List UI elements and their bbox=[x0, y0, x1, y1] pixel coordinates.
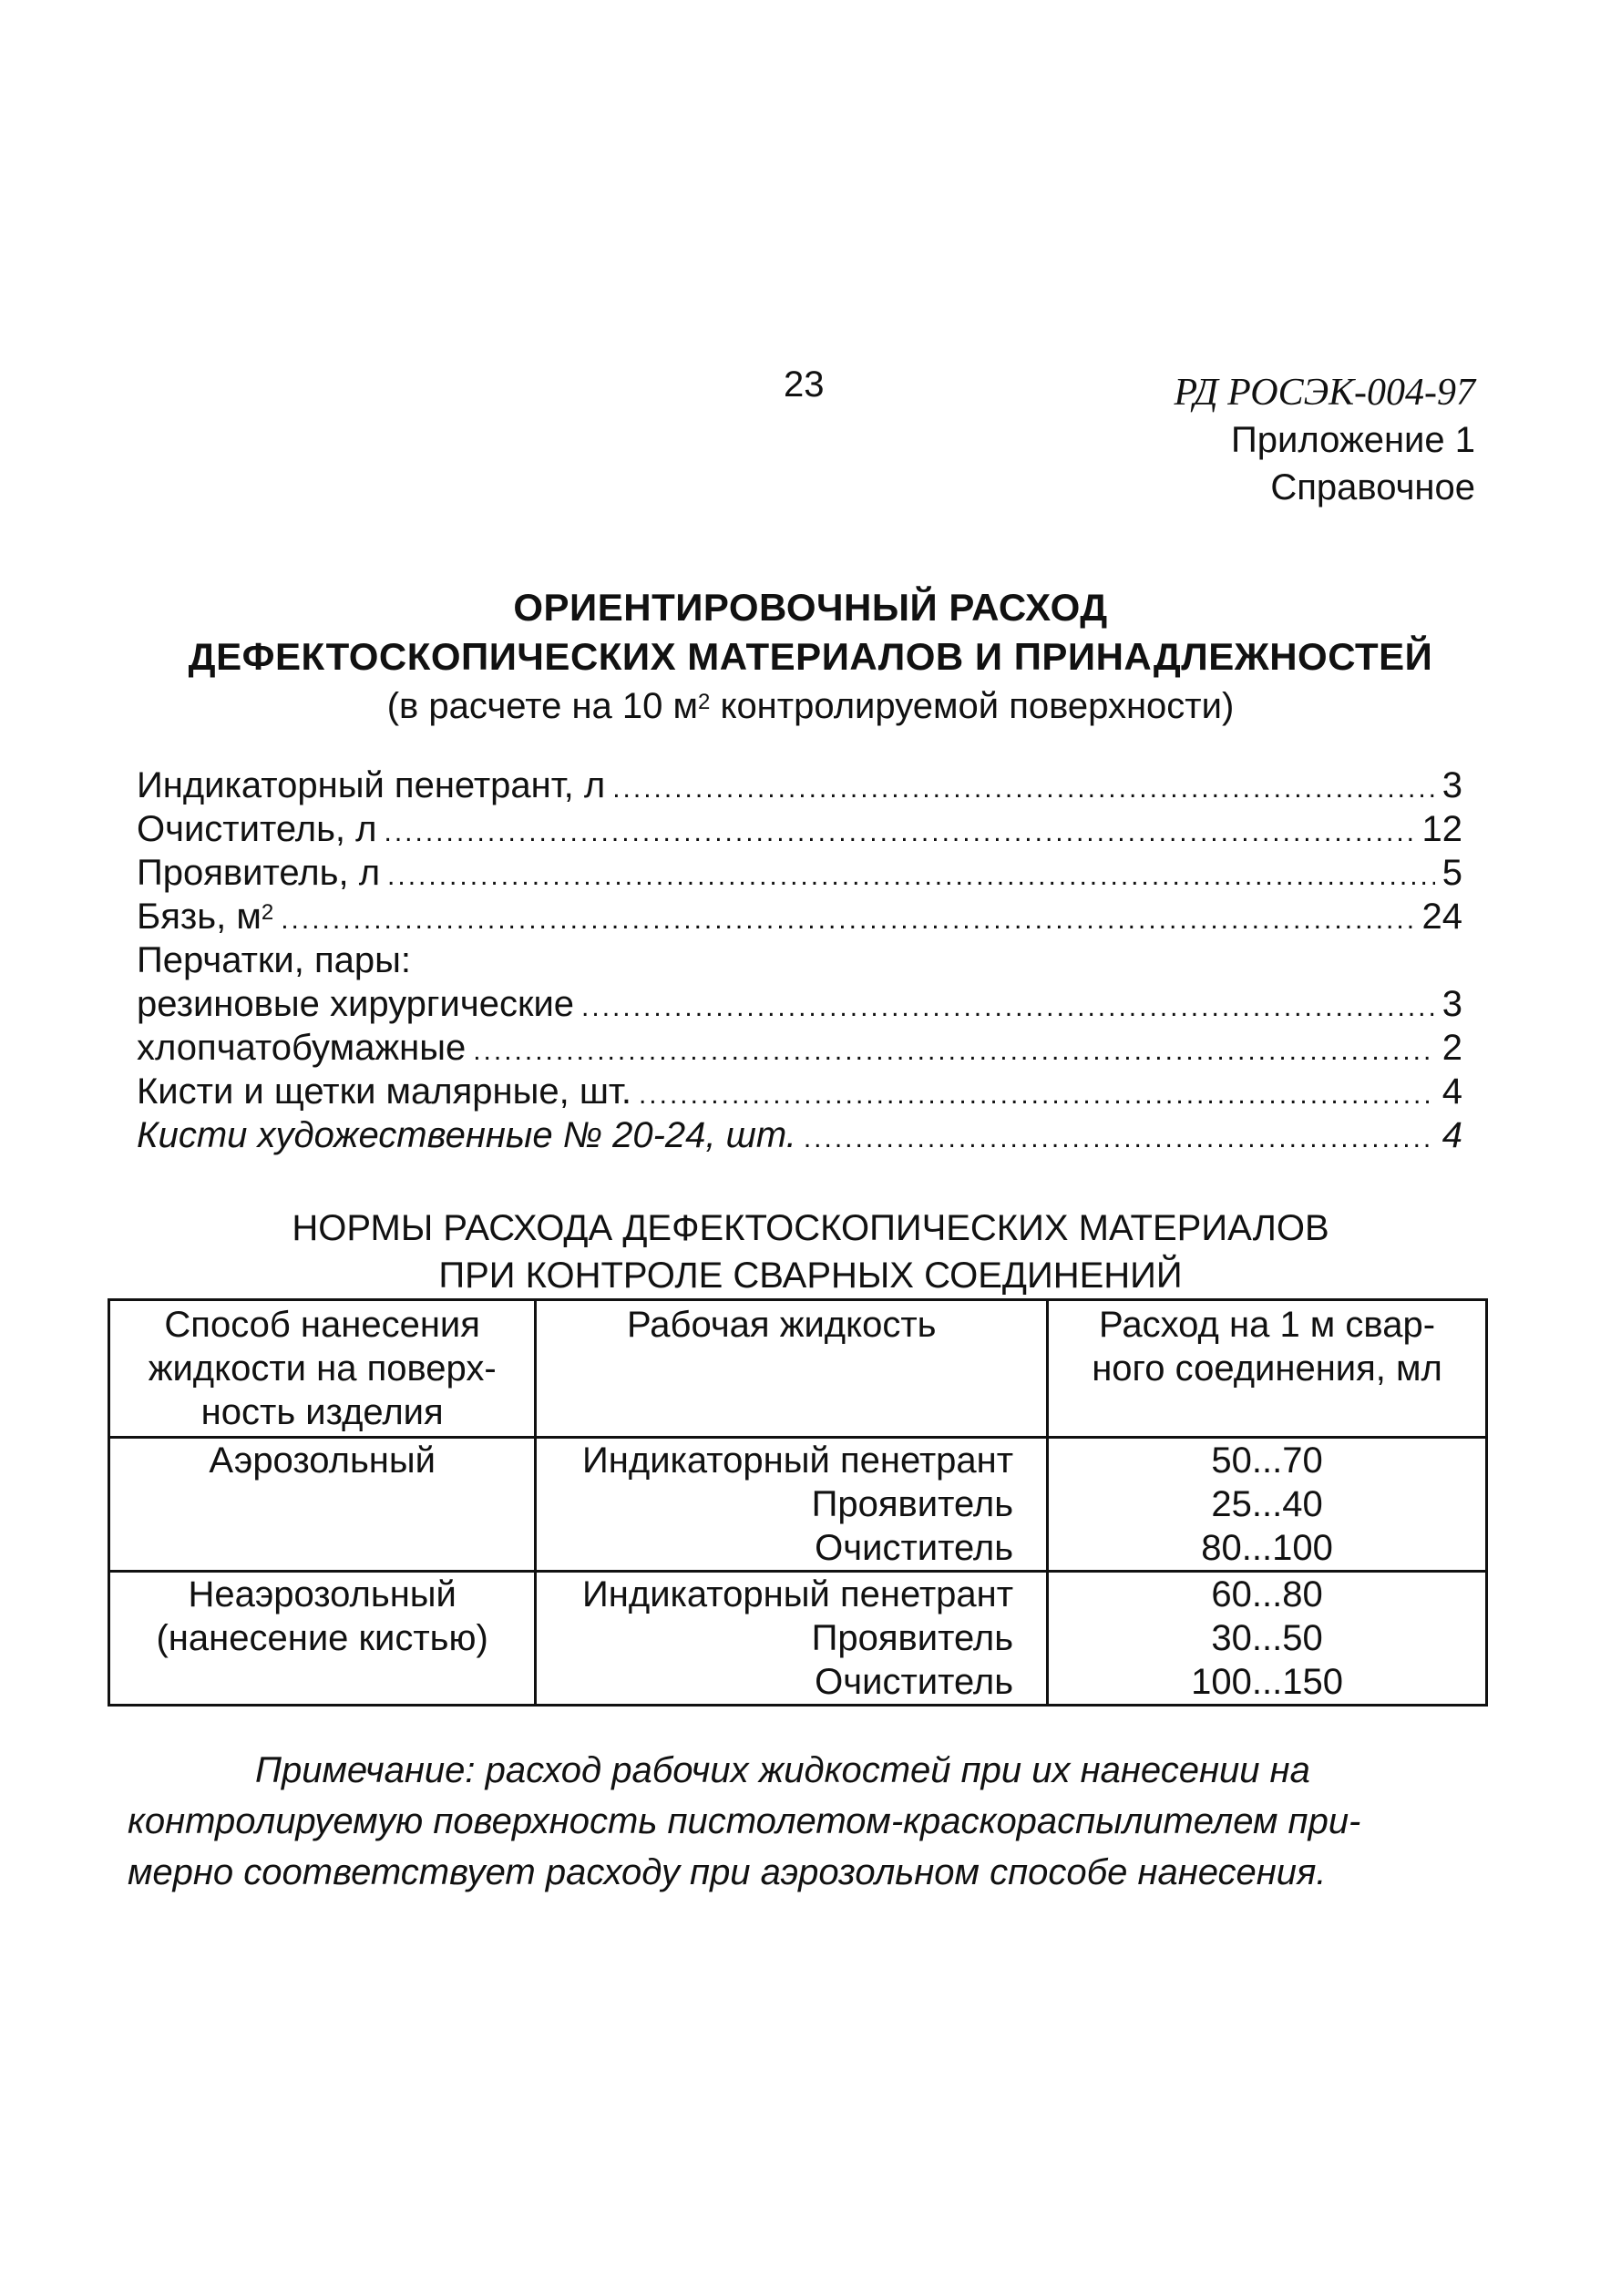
document-header bbox=[1174, 369, 1475, 511]
fluid-line: Проявитель bbox=[811, 1618, 1014, 1658]
material-superscript: 2 bbox=[261, 900, 274, 925]
leader-dots bbox=[473, 1030, 1435, 1073]
material-name-text: Бязь, м bbox=[137, 897, 262, 937]
material-name: резиновые хирургические bbox=[137, 984, 575, 1024]
header-line: жидкости на поверх- bbox=[148, 1348, 497, 1389]
rate-cell bbox=[1048, 1438, 1487, 1572]
material-value: 12 bbox=[1421, 809, 1462, 849]
note-line-1: Примечание: расход рабочих жидкостей при их нанесении на bbox=[255, 1750, 1310, 1790]
material-value: 3 bbox=[1441, 765, 1462, 805]
column-header-method bbox=[109, 1300, 536, 1438]
material-row bbox=[137, 895, 1462, 938]
norms-title bbox=[0, 1204, 1621, 1299]
leader-dots bbox=[581, 986, 1435, 1030]
fluid-cell bbox=[536, 1572, 1048, 1706]
header-line: ного соединения, мл bbox=[1092, 1348, 1442, 1389]
leader-dots bbox=[385, 811, 1415, 855]
material-row bbox=[137, 1026, 1462, 1070]
material-group-heading bbox=[137, 938, 1462, 982]
material-row bbox=[137, 1070, 1462, 1113]
material-name: Кисти художественные № 20-24, шт. bbox=[137, 1115, 796, 1155]
material-row bbox=[137, 982, 1462, 1026]
method-line: (нанесение кистью) bbox=[156, 1618, 488, 1658]
fluid-line: Индикаторный пенетрант bbox=[582, 1440, 1014, 1481]
leader-dots bbox=[804, 1117, 1435, 1161]
method-line: Аэрозольный bbox=[209, 1440, 436, 1481]
material-name: Очиститель, л bbox=[137, 809, 377, 849]
note-line-2: контролируемую поверхность пистолетом-краскораспылителем при- bbox=[128, 1801, 1361, 1841]
header-line: Способ нанесения bbox=[164, 1305, 480, 1345]
material-value: 3 bbox=[1441, 984, 1462, 1024]
material-name bbox=[137, 895, 273, 938]
material-name: хлопчатобумажные bbox=[137, 1028, 467, 1068]
material-name: Индикаторный пенетрант, л bbox=[137, 765, 606, 805]
material-value: 4 bbox=[1441, 1115, 1462, 1155]
table-header-row bbox=[109, 1300, 1487, 1438]
leader-dots bbox=[612, 767, 1435, 811]
rate-line: 50...70 bbox=[1211, 1440, 1323, 1481]
rate-line: 80...100 bbox=[1201, 1528, 1333, 1568]
column-header-rate bbox=[1048, 1300, 1487, 1438]
header-line: ность изделия bbox=[200, 1392, 444, 1432]
table-row bbox=[109, 1572, 1487, 1706]
rate-line: 25...40 bbox=[1211, 1484, 1323, 1524]
material-row bbox=[137, 851, 1462, 895]
material-value: 24 bbox=[1421, 897, 1462, 937]
material-name: Кисти и щетки малярные, шт. bbox=[137, 1071, 631, 1112]
page-number: 23 bbox=[784, 364, 825, 405]
rate-line: 30...50 bbox=[1211, 1618, 1323, 1658]
column-header-fluid bbox=[536, 1300, 1048, 1438]
norms-table bbox=[108, 1298, 1488, 1707]
material-row bbox=[137, 807, 1462, 851]
title-block bbox=[0, 583, 1621, 731]
subtitle-before: (в расчете на 10 м bbox=[386, 686, 699, 726]
title-line-2: ДЕФЕКТОСКОПИЧЕСКИХ МАТЕРИАЛОВ И ПРИНАДЛЕЖНОСТЕЙ bbox=[188, 635, 1433, 678]
title-line-1: ОРИЕНТИРОВОЧНЫЙ РАСХОД bbox=[513, 586, 1108, 629]
subtitle-superscript: 2 bbox=[698, 690, 711, 714]
note-line-3: мерно соответствует расходу при аэрозольном способе нанесения. bbox=[128, 1852, 1327, 1892]
appendix-kind: Справочное bbox=[1270, 467, 1475, 507]
rate-cell bbox=[1048, 1572, 1487, 1706]
header-line: Расход на 1 м свар- bbox=[1099, 1305, 1436, 1345]
leader-dots bbox=[281, 898, 1414, 942]
materials-list bbox=[137, 764, 1462, 1157]
method-cell bbox=[109, 1572, 536, 1706]
fluid-line: Очиститель bbox=[815, 1662, 1014, 1702]
method-line: Неаэрозольный bbox=[188, 1574, 457, 1614]
norms-title-line-1: НОРМЫ РАСХОДА ДЕФЕКТОСКОПИЧЕСКИХ МАТЕРИАЛОВ bbox=[292, 1208, 1329, 1248]
document-code: РД РОСЭК-004-97 bbox=[1174, 372, 1475, 414]
material-name: Проявитель, л bbox=[137, 853, 381, 893]
material-row bbox=[137, 1113, 1462, 1157]
material-value: 2 bbox=[1441, 1028, 1462, 1068]
norms-title-line-2: ПРИ КОНТРОЛЕ СВАРНЫХ СОЕДИНЕНИЙ bbox=[438, 1256, 1183, 1296]
subtitle-after: контролируемой поверхности) bbox=[710, 686, 1235, 726]
header-line: Рабочая жидкость bbox=[626, 1305, 937, 1345]
leader-dots bbox=[639, 1073, 1435, 1117]
rate-line: 60...80 bbox=[1211, 1574, 1323, 1614]
material-row bbox=[137, 764, 1462, 807]
fluid-line: Очиститель bbox=[815, 1528, 1014, 1568]
material-value: 5 bbox=[1441, 853, 1462, 893]
note bbox=[128, 1745, 1494, 1898]
appendix-label: Приложение 1 bbox=[1231, 420, 1475, 460]
subtitle bbox=[0, 682, 1621, 731]
method-cell bbox=[109, 1438, 536, 1572]
fluid-line: Проявитель bbox=[811, 1484, 1014, 1524]
table-row bbox=[109, 1438, 1487, 1572]
leader-dots bbox=[387, 855, 1435, 898]
fluid-line: Индикаторный пенетрант bbox=[582, 1574, 1014, 1614]
fluid-cell bbox=[536, 1438, 1048, 1572]
material-value: 4 bbox=[1441, 1071, 1462, 1112]
material-name: Перчатки, пары: bbox=[137, 940, 411, 980]
rate-line: 100...150 bbox=[1191, 1662, 1343, 1702]
